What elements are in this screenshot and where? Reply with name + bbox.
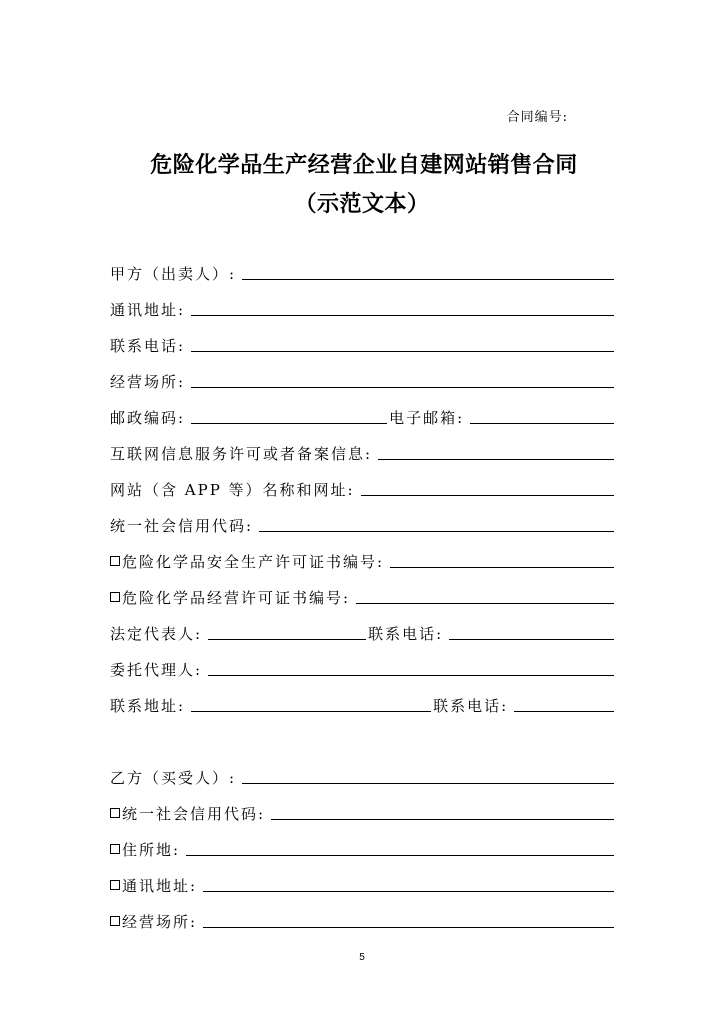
icp-field[interactable] <box>378 459 614 460</box>
contact-phone-label: 联系电话: <box>433 697 509 715</box>
agent-label: 委托代理人: <box>110 661 203 679</box>
postcode-field[interactable] <box>191 423 387 424</box>
legal-rep-phone-label: 联系电话: <box>368 625 444 643</box>
buyer-label: 乙方（买受人）: <box>110 769 237 787</box>
icp-label: 互联网信息服务许可或者备案信息: <box>110 445 373 463</box>
seller-premises-row <box>110 369 614 391</box>
postcode-email-row <box>110 405 614 427</box>
buyer-residence-row <box>110 837 614 859</box>
buyer-premises-checkbox[interactable] <box>110 916 120 926</box>
page-number: 5 <box>359 952 365 963</box>
seller-row <box>110 261 614 283</box>
legal-rep-label: 法定代表人: <box>110 625 203 643</box>
business-license-field[interactable] <box>356 603 614 604</box>
seller-address-row <box>110 297 614 319</box>
document-title: 危险化学品生产经营企业自建网站销售合同 <box>150 152 578 178</box>
email-field[interactable] <box>470 423 614 424</box>
seller-address-label: 通讯地址: <box>110 301 186 319</box>
buyer-premises-field[interactable] <box>203 927 614 928</box>
seller-credit-code-label: 统一社会信用代码: <box>110 517 254 535</box>
buyer-premises-row <box>110 909 614 931</box>
seller-phone-row <box>110 333 614 355</box>
site-name-row <box>110 477 614 499</box>
seller-label: 甲方（出卖人）: <box>110 265 237 283</box>
seller-address-field[interactable] <box>191 315 614 316</box>
legal-rep-row <box>110 621 614 643</box>
seller-field[interactable] <box>242 279 614 280</box>
contact-address-field[interactable] <box>191 711 431 712</box>
buyer-address-field[interactable] <box>203 891 614 892</box>
buyer-residence-field[interactable] <box>186 855 614 856</box>
buyer-premises-label: 经营场所: <box>122 913 198 931</box>
icp-row <box>110 441 614 463</box>
agent-row <box>110 657 614 679</box>
buyer-address-row <box>110 873 614 895</box>
postcode-label: 邮政编码: <box>110 409 186 427</box>
contract-number-label: 合同编号: <box>506 110 568 125</box>
business-license-label: 危险化学品经营许可证书编号: <box>122 589 351 607</box>
buyer-address-label: 通讯地址: <box>122 877 198 895</box>
business-license-row <box>110 585 614 607</box>
seller-credit-code-row <box>110 513 614 535</box>
contact-address-label: 联系地址: <box>110 697 186 715</box>
site-name-field[interactable] <box>361 495 614 496</box>
seller-phone-field[interactable] <box>191 351 614 352</box>
safety-license-row <box>110 549 614 571</box>
buyer-credit-code-checkbox[interactable] <box>110 808 120 818</box>
seller-premises-field[interactable] <box>191 387 614 388</box>
seller-credit-code-field[interactable] <box>259 531 614 532</box>
contact-phone-field[interactable] <box>514 711 614 712</box>
site-name-label: 网站（含 APP 等）名称和网址: <box>110 481 355 499</box>
buyer-address-checkbox[interactable] <box>110 880 120 890</box>
buyer-credit-code-label: 统一社会信用代码: <box>122 805 266 823</box>
buyer-field[interactable] <box>242 783 614 784</box>
legal-rep-field[interactable] <box>208 639 366 640</box>
seller-phone-label: 联系电话: <box>110 337 186 355</box>
buyer-residence-label: 住所地: <box>122 841 181 859</box>
email-label: 电子邮箱: <box>389 409 465 427</box>
buyer-credit-code-field[interactable] <box>271 819 614 820</box>
document-subtitle: （示范文本） <box>294 191 430 217</box>
legal-rep-phone-field[interactable] <box>449 639 614 640</box>
agent-field[interactable] <box>208 675 614 676</box>
buyer-credit-code-row <box>110 801 614 823</box>
safety-license-field[interactable] <box>390 567 614 568</box>
business-license-checkbox[interactable] <box>110 592 120 602</box>
buyer-residence-checkbox[interactable] <box>110 844 120 854</box>
seller-premises-label: 经营场所: <box>110 373 186 391</box>
contact-row <box>110 693 614 715</box>
safety-license-checkbox[interactable] <box>110 556 120 566</box>
safety-license-label: 危险化学品安全生产许可证书编号: <box>122 553 385 571</box>
buyer-row <box>110 765 614 787</box>
